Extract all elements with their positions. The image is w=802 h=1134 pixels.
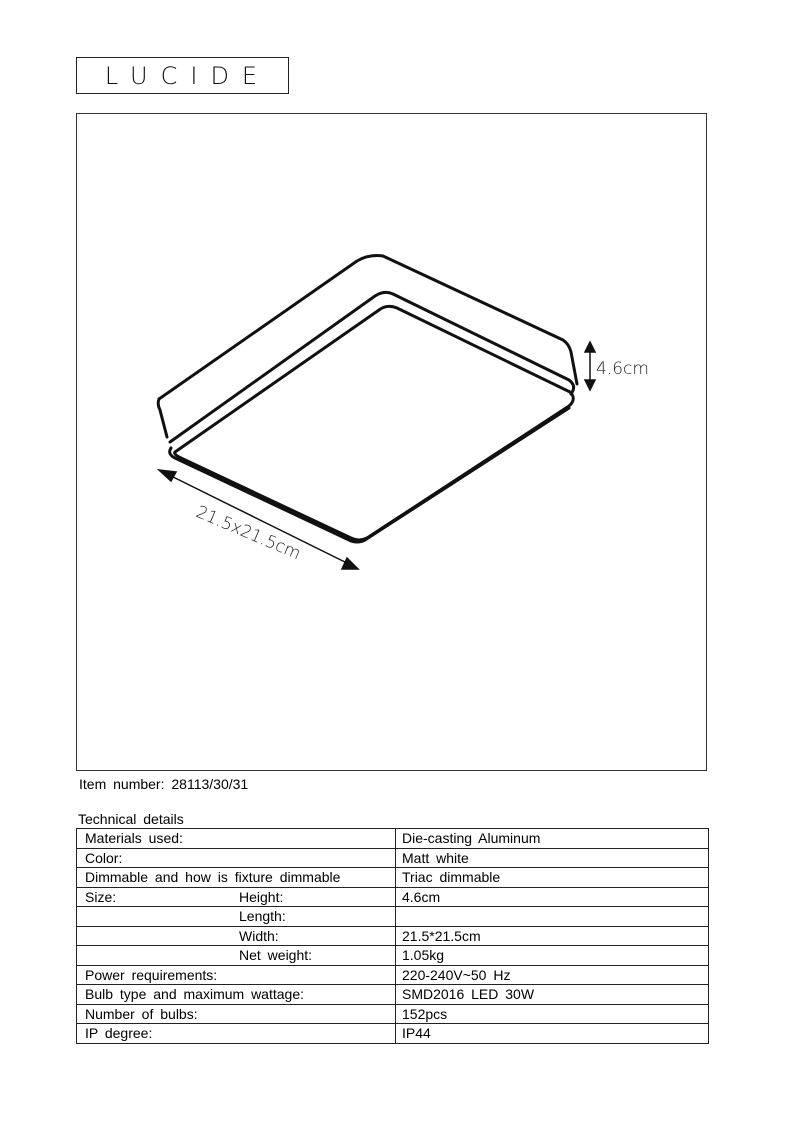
spec-label-cell [77,1024,396,1044]
spec-sublabel: Net weight: [239,947,313,963]
height-arrow-bottom [585,380,595,390]
table-row [77,907,709,927]
footprint-arrow-right [342,558,358,569]
spec-sublabel: Width: [239,927,279,944]
product-drawing [77,114,708,772]
spec-label: Color: [85,849,123,866]
spec-label-cell [77,848,396,868]
spec-sublabel: Length: [239,908,286,924]
spec-label: Power requirements: [85,966,218,983]
table-row [77,848,709,868]
spec-sublabel: Height: [239,888,284,905]
table-row [77,985,709,1005]
table-row [77,887,709,907]
fixture-lens-panel [175,306,574,540]
item-number [79,776,248,792]
table-row [77,1004,709,1024]
spec-label-cell [77,1004,396,1024]
spec-label-cell [77,829,396,849]
spec-label-cell [77,926,396,946]
spec-label: Size: [85,888,117,905]
fixture-left-side [158,399,167,437]
technical-details-title: Technical details [78,811,184,827]
table-row [77,946,709,966]
spec-value: Matt white [396,848,709,868]
brand-logo [76,57,289,94]
technical-details-table [76,828,709,1044]
spec-label: Bulb type and maximum wattage: [85,986,304,1003]
spec-value: 4.6cm [396,887,709,907]
brand-logo-text: LUCIDE [104,62,271,90]
footprint-dimension-label: 21.5x21.5cm [193,502,304,565]
spec-label: Dimmable and how is fixture dimmable [85,869,341,886]
item-number-label: Item number: [79,776,165,792]
fixture-outer-rim [159,256,577,399]
footprint-arrow-line [163,472,355,567]
spec-value [396,907,709,927]
height-arrow-top [585,342,595,352]
table-row [77,829,709,849]
table-row [77,965,709,985]
spec-value: 152pcs [396,1004,709,1024]
footprint-arrow-left [159,470,176,481]
spec-label-cell [77,868,396,888]
spec-label-cell [77,965,396,985]
spec-value: SMD2016 LED 30W [396,985,709,1005]
product-drawing-frame [76,113,707,771]
height-dimension-label: 4.6cm [596,359,649,379]
spec-value: Triac dimmable [396,868,709,888]
table-row [77,926,709,946]
spec-label: IP degree: [85,1025,153,1042]
spec-value: 21.5*21.5cm [396,926,709,946]
spec-label-cell [77,946,396,966]
spec-value: 1.05kg [396,946,709,966]
spec-label-cell [77,985,396,1005]
spec-value: IP44 [396,1024,709,1044]
spec-label-cell [77,907,396,927]
spec-label: Number of bulbs: [85,1005,198,1022]
spec-value: Die-casting Aluminum [396,829,709,849]
spec-value: 220-240V~50 Hz [396,965,709,985]
item-number-value: 28113/30/31 [171,776,249,792]
spec-label-cell [77,887,396,907]
spec-label: Materials used: [85,830,183,847]
table-row [77,868,709,888]
table-row [77,1024,709,1044]
